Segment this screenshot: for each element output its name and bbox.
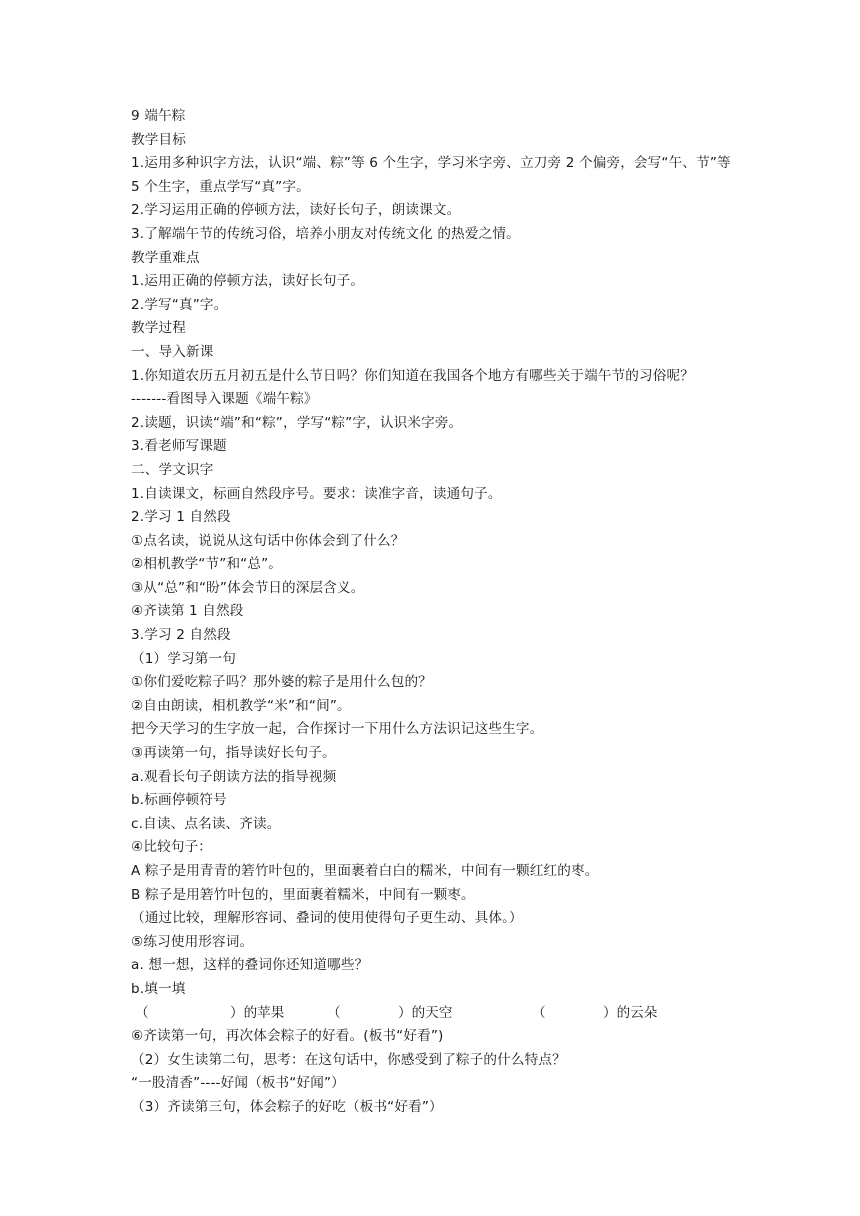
key-point-1: 1.运用正确的停顿方法，读好长句子。 xyxy=(131,273,365,290)
lesson-title: 9 端午粽 xyxy=(131,108,186,124)
compare-note: （通过比较，理解形容词、叠词的使用使得句子更生动、具体。） xyxy=(131,910,523,927)
reading-step-3-sub-1: （1）学习第一句 xyxy=(131,650,237,667)
video-item: a.观看长句子朗读方法的指导视频 xyxy=(131,768,337,785)
section-heading-key-points: 教学重难点 xyxy=(131,249,200,266)
compare-heading: ④比较句子： xyxy=(131,839,213,856)
intro-step-3: 3.看老师写课题 xyxy=(131,438,227,455)
reading-step-2-c: ③从“总”和“盼”体会节日的深层含义。 xyxy=(131,579,365,596)
blank-open-3: （ xyxy=(532,1004,546,1021)
part-heading-intro: 一、导入新课 xyxy=(131,343,214,360)
reading-step-3-b: ②自由朗读，相机教学“米”和“间”。 xyxy=(131,697,351,714)
blank-cloud: ）的云朵 xyxy=(603,1004,658,1021)
reading-step-3-note: 把今天学习的生字放一起，合作探讨一下用什么方法识记这些生字。 xyxy=(131,721,544,738)
part-heading-reading: 二、学文识字 xyxy=(131,461,214,478)
blank-open-1: （ xyxy=(135,1004,149,1021)
goal-item-2: 2.学习运用正确的停顿方法，读好长句子，朗读课文。 xyxy=(131,202,461,219)
intro-note: -------看图导入课题《端午粽》 xyxy=(131,391,318,408)
goal-item-1: 1.运用多种识字方法，认识“端、粽”等 6 个生字，学习米字旁、立刀旁 2 个偏旁，会写“午、节”等 5 个生字，重点学写“真”字。 xyxy=(131,155,731,195)
reading-step-3-sub-2: （2）女生读第二句，思考：在这句话中，你感受到了粽子的什么特点？ xyxy=(131,1051,566,1068)
document-body xyxy=(131,105,737,1120)
blank-open-2: （ xyxy=(327,1004,341,1021)
intro-step-1: 1.你知道农历五月初五是什么节日吗？你们知道在我国各个地方有哪些关于端午节的习俗呢？ xyxy=(131,367,695,384)
intro-step-2: 2.读题，识读“端”和“粽”，学写“粽”字，认识米字旁。 xyxy=(131,414,463,431)
reading-step-3-c: ③再读第一句，指导读好长句子。 xyxy=(131,745,336,762)
section-heading-goals: 教学目标 xyxy=(131,131,186,148)
fill-blank-row xyxy=(131,1002,737,1026)
reading-step-2-a: ①点名读，说说从这句话中你体会到了什么？ xyxy=(131,532,405,549)
reading-step-3: 3.学习 2 自然段 xyxy=(131,627,231,644)
sentence-b: B 粽子是用箬竹叶包的，里面裹着糯米，中间有一颗枣。 xyxy=(131,886,475,903)
section-heading-process: 教学过程 xyxy=(131,320,186,337)
pause-mark-item: b.标画停顿符号 xyxy=(131,792,227,809)
reading-step-1: 1.自读课文，标画自然段序号。要求：读准字音，读通句子。 xyxy=(131,485,502,502)
reread-item: ⑥齐读第一句，再次体会粽子的好看。(板书“好看”) xyxy=(131,1028,444,1045)
reading-step-2-b: ②相机教学“节”和“总”。 xyxy=(131,556,283,573)
goal-item-3: 3.了解端午节的传统习俗，培养小朋友对传统文化 的热爱之情。 xyxy=(131,225,520,242)
sentence-a: A 粽子是用青青的箬竹叶包的，里面裹着白白的糯米，中间有一颗红红的枣。 xyxy=(131,863,599,879)
key-point-2: 2.学写“真”字。 xyxy=(131,296,228,313)
reading-step-2-d: ④齐读第 1 自然段 xyxy=(131,603,244,620)
reading-step-2: 2.学习 1 自然段 xyxy=(131,509,231,526)
reading-step-3-sub-3: （3）齐读第三句，体会粽子的好吃（板书“好看”） xyxy=(131,1098,443,1115)
fragrance-note: “一股清香”----好闻（板书“好闻”） xyxy=(131,1075,345,1092)
reading-step-3-a: ①你们爱吃粽子吗？那外婆的粽子是用什么包的？ xyxy=(131,674,432,691)
think-item: a. 想一想，这样的叠词你还知道哪些？ xyxy=(131,957,369,974)
blank-sky: ）的天空 xyxy=(398,1004,453,1021)
blank-apple: ）的苹果 xyxy=(230,1004,285,1021)
adjective-practice: ⑤练习使用形容词。 xyxy=(131,933,254,950)
read-aloud-item: c.自读、点名读、齐读。 xyxy=(131,815,281,832)
fill-item: b.填一填 xyxy=(131,980,186,997)
